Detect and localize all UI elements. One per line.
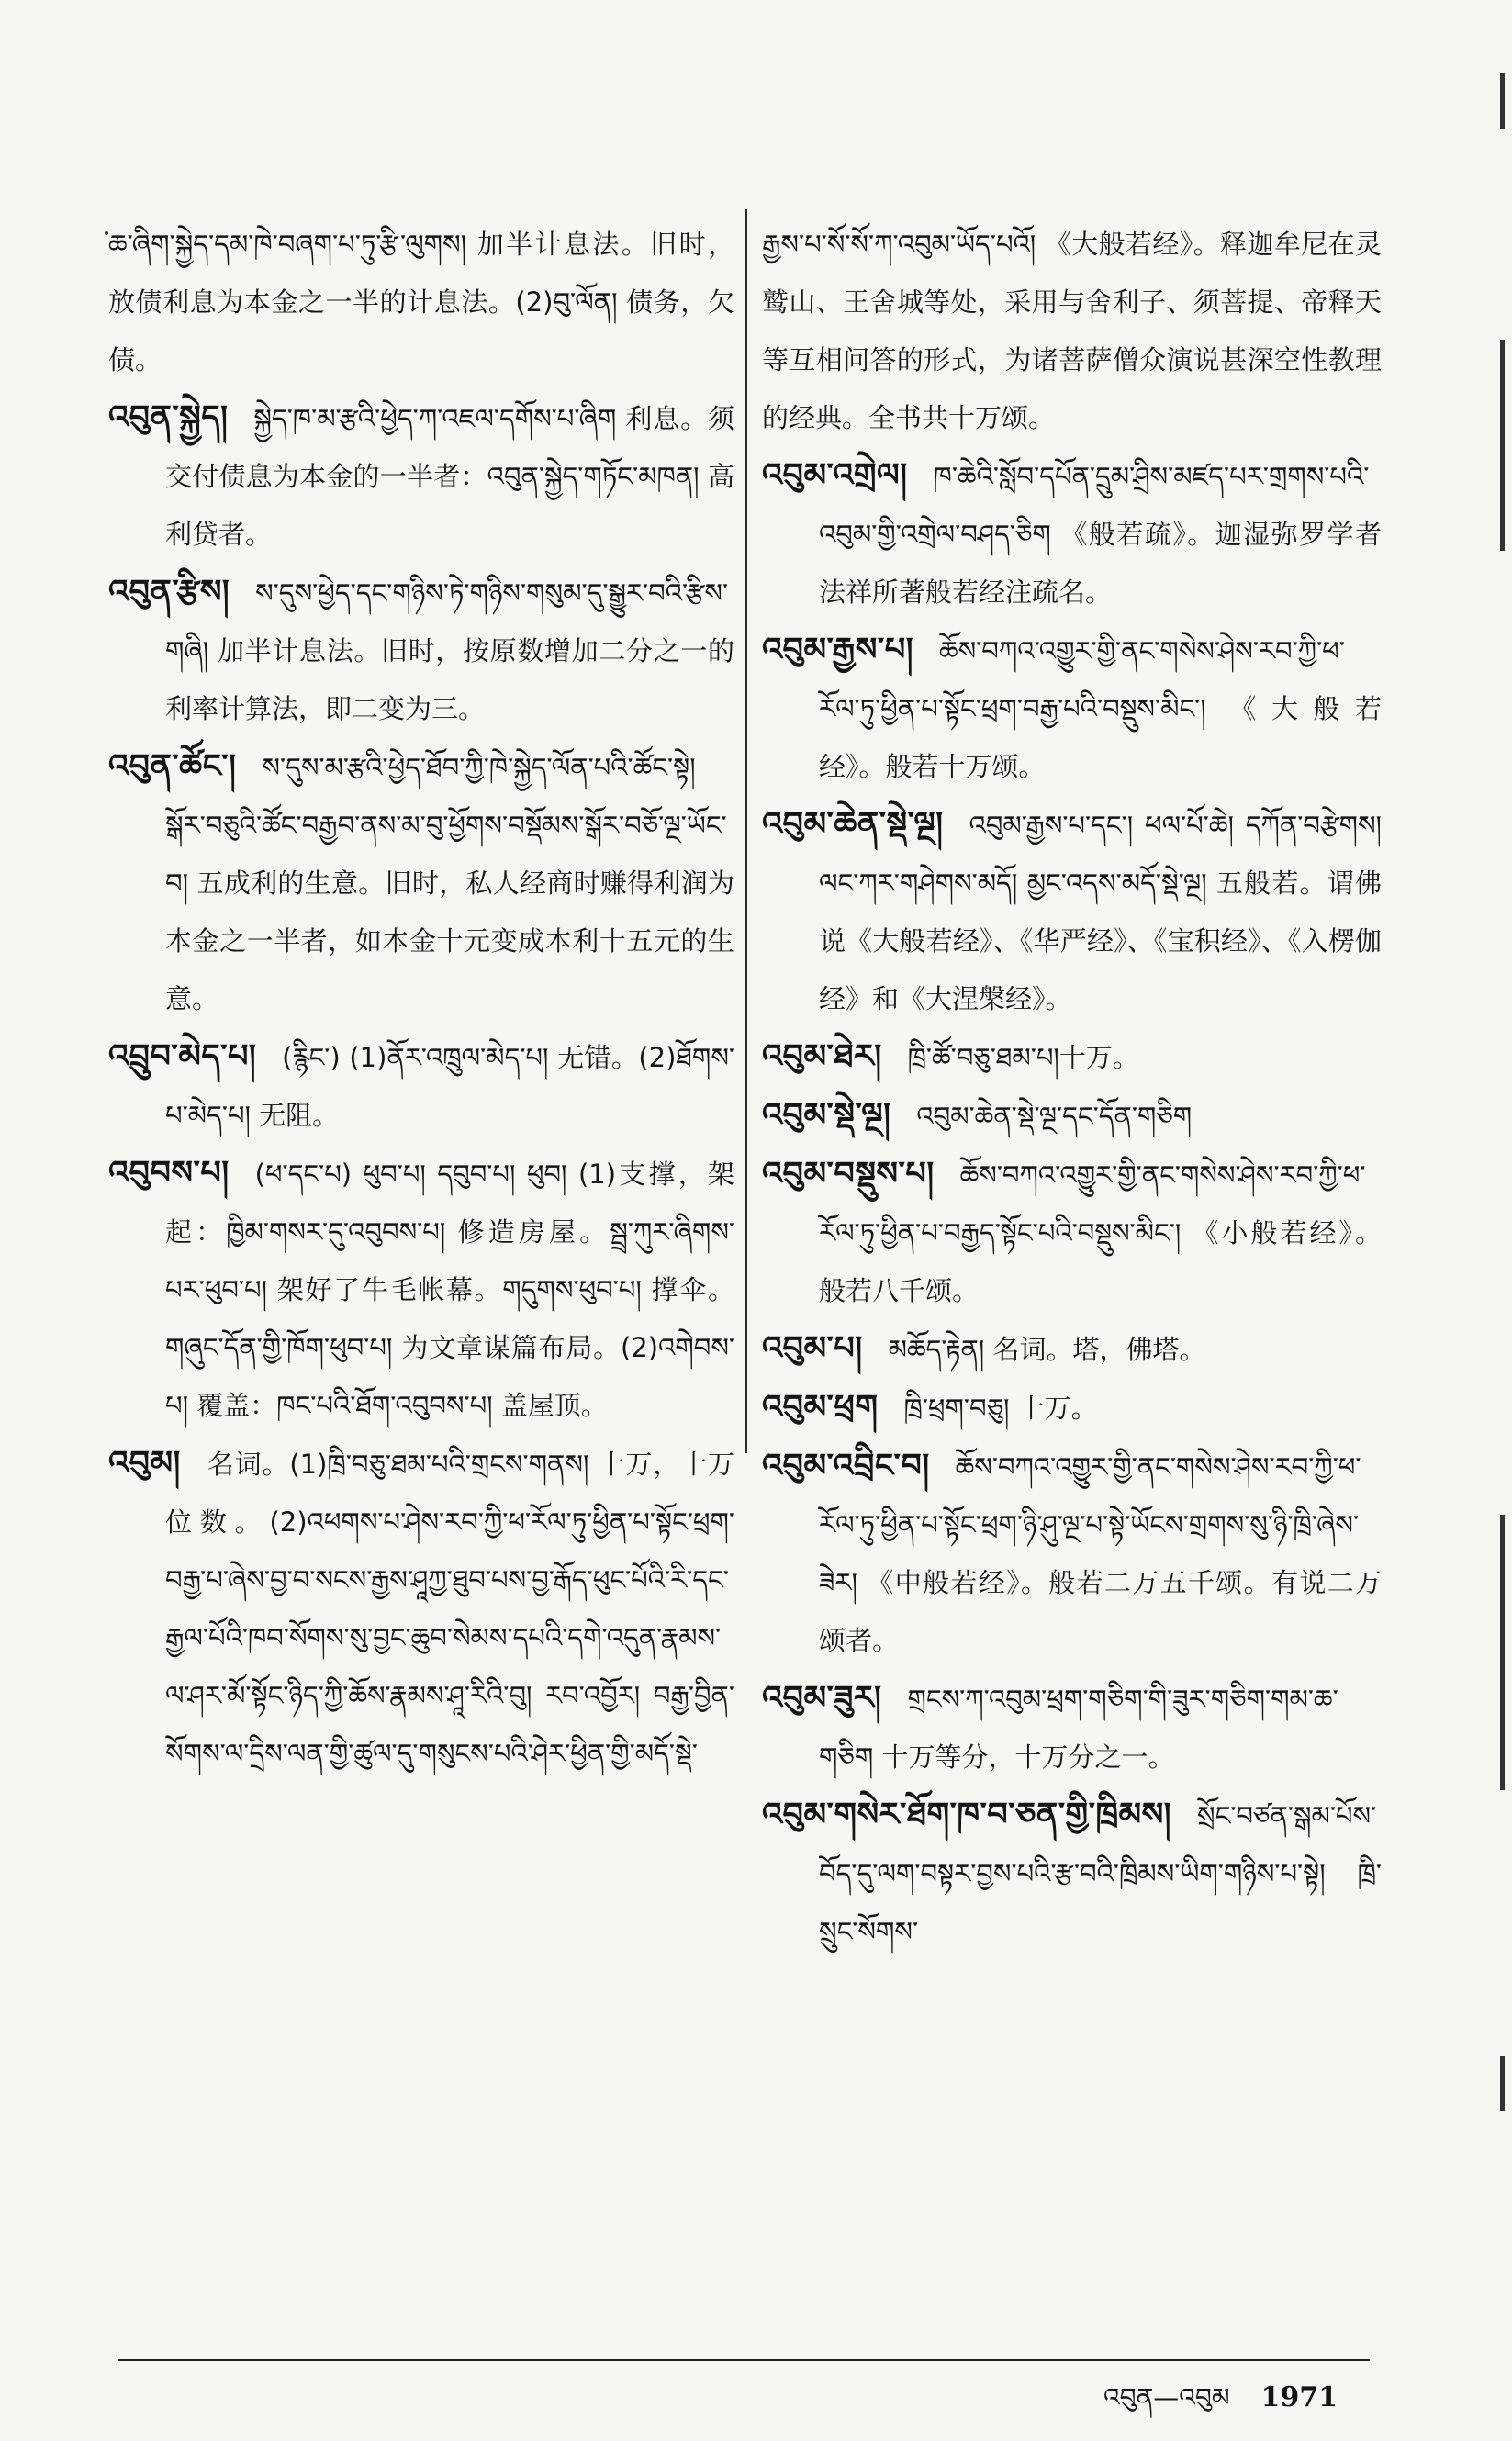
dictionary-entry [108,216,734,389]
entry-headword: འབུམ་གསེར་ཐོག་ཁ་བ་ཅན་གྱི་ཁྲིམས། [762,1797,1172,1833]
right-column [762,216,1382,1947]
entry-headword: འབུམ་པ། [762,1330,863,1367]
entry-definition: ཆོས་བཀའ་འགྱུར་གྱི་ནང་གསེས་ཤེས་རབ་ཀྱི་ཕ་རོལ་ཏུ་ཕྱིན་པ་སྟོང་ཕྲག་ཉི་ཤུ་ལྔ་པ་སྟེ་ཡོངས་གྲགས་སུ་ཉི་ཁྲི་ཞེས་ཟེར། 《中般若经》。般若二万五千颂。有说二万颂者。 [819,1451,1382,1656]
dictionary-entry [762,1786,1382,1961]
entry-headword: འབུབས་པ། [108,1155,230,1192]
entry-definition: སྐྱེད་ཁ་མ་རྩའི་ཕྱེད་ཀ་འཇལ་དགོས་པ་ཞིག 利息。须交付债息为本金的一半者：འབུན་སྐྱེད་གཏོང་མཁན། 高利贷者。 [165,403,734,550]
entry-definition: གྲངས་ཀ་འབུམ་ཕྲག་གཅིག་གི་ཟུར་གཅིག་གམ་ཆ་གཅིག 十万等分，十万分之一。 [819,1684,1338,1773]
running-head [1103,2368,1338,2441]
footer-rule [118,2359,1370,2361]
entry-headword: འབུན་རྩིས། [108,574,230,610]
entry-definition: འབུམ་རྒྱས་པ་དང་། ཕལ་པོ་ཆེ། དཀོན་བརྩེགས། ལང་ཀར་གཤེགས་མདོ། མྱང་འདས་མདོ་སྡེ་ལྔ། 五般若。谓佛说《大般若经》、《华严经》、《宝积经》、《入楞伽经》和《大涅槃经》。 [819,810,1382,1014]
dictionary-entry [762,1438,1382,1670]
dictionary-entry [762,1146,1382,1320]
page-number: 1971 [1260,2381,1338,2413]
entry-definition: (ཕ་དང་པ) ཕུབ་པ། དབུབ་པ། ཕུབ། (1)支撑，架起：ཁྱིམ་གསར་དུ་འབུབས་པ། 修造房屋。སྦྲ་ཀུར་ཞིགས་པར་ཕུབ་པ། 架好了牛毛帐幕。གདུགས་ཕུབ་པ། 撑伞。གཞུང་དོན་གྱི་ཁོག་ཕུབ་པ། 为文章谋篇布局。(2)འགེབས་པ། 覆盖：ཁང་པའི་ཐོག་འབུབས་པ། 盖屋顶。 [165,1159,734,1421]
dictionary-entry [108,389,734,564]
entry-headword: འབུམ་ཆེན་སྡེ་ལྔ། [762,806,944,843]
entry-headword: འབུམ། [108,1445,181,1482]
dictionary-entry [108,564,734,738]
entry-headword: འབུམ་འབྲིང་བ། [762,1448,930,1484]
entry-definition: མཆོད་རྟེན། 名词。塔，佛塔。 [888,1334,1206,1365]
entry-headword: འབུན་ཚོང་། [108,748,237,785]
dictionary-entry [762,1670,1382,1786]
dictionary-entry [108,1435,734,1783]
entry-headword: འབུམ་ཐེར། [762,1038,882,1075]
edge-mark [1500,73,1505,129]
edge-mark [1500,2056,1505,2111]
dictionary-entry [762,1320,1382,1379]
entry-headword: འབུམ་ཟུར། [762,1680,882,1717]
entry-definition: ཁ་ཆེའི་སློབ་དཔོན་དྲུམ་ཤྲིས་མཛད་པར་གྲགས་པའི་འབུམ་གྱི་འགྲེལ་བཤད་ཅིག 《般若疏》。迦湿弥罗学者法祥所著般若经注疏名。 [819,461,1382,608]
entry-definition: རྒྱས་པ་སོ་སོ་ཀ་འབུམ་ཡོད་པའོ། 《大般若经》。释迦牟尼在灵鹫山、王舍城等处，采用与舍利子、须菩提、帝释天等互相问答的形式，为诸菩萨僧众演说甚深空性教理的经典。全书共十万颂。 [762,229,1382,433]
entry-definition: 名词。(1)ཁྲི་བཅུ་ཐམ་པའི་གྲངས་གནས། 十万，十万位数。(2)འཕགས་པ་ཤེས་རབ་ཀྱི་ཕ་རོལ་ཏུ་ཕྱིན་པ་སྟོང་ཕྲག་བརྒྱ་པ་ཞེས་བྱ་བ་སངས་རྒྱས་ཤཱཀྱ་ཐུབ་པས་བྱ་རྒོད་ཕུང་པོའི་རི་དང་རྒྱལ་པོའི་ཁབ་སོགས་སུ་བྱང་ཆུབ་སེམས་དཔའི་དགེ་འདུན་རྣམས་ལ་ཤར་མོ་སྟོང་ཉིད་ཀྱི་ཆོས་རྣམས་ཤཱ་རིའི་བུ། རབ་འབྱོར། བརྒྱ་བྱིན་སོགས་ལ་དྲིས་ལན་གྱི་ཚུལ་དུ་གསུངས་པའི་ཤེར་ཕྱིན་གྱི་མདོ་སྡེ་ [165,1449,734,1769]
entry-definition: ཆོས་བཀའ་འགྱུར་གྱི་ནང་གསེས་ཤེས་རབ་ཀྱི་ཕ་རོལ་ཏུ་ཕྱིན་པ་སྟོང་ཕྲག་བརྒྱ་པའི་བསྡུས་མིང་། 《大般若经》。般若十万颂。 [819,635,1382,782]
entry-definition: འབུམ་ཆེན་སྡེ་ལྔ་དང་དོན་གཅིག [916,1101,1193,1132]
edge-mark [1500,340,1505,551]
dictionary-entry [762,1379,1382,1438]
entry-definition: སྲོང་བཙན་སྒམ་པོས་བོད་དུ་ལག་བསྟར་བྱས་པའི་རྩ་བའི་ཁྲིམས་ཡིག་གཉིས་པ་སྟེ། ཁྲི་སྲུང་སོགས་ [819,1800,1382,1947]
running-head-range: འབུན—འབུམ [1103,2382,1230,2413]
entry-headword: འབུམ་སྡེ་ལྔ། [762,1097,891,1134]
entry-headword: འབུམ་རྒྱས་པ། [762,632,913,668]
entry-definition: ཁྲི་ཚོ་བཅུ་ཐམ་པ།十万。 [907,1042,1139,1073]
dictionary-entry [762,1087,1382,1146]
entry-headword: འབུམ་འགྲེལ། [762,457,908,494]
dictionary-entry [108,1145,734,1435]
entry-definition: (རྙིང་) (1)ནོར་འཁྲུལ་མེད་པ། 无错。(2)ཐོགས་པ་མེད་པ། 无阻。 [165,1042,734,1131]
entry-definition: ས་དུས་མ་རྩའི་ཕྱེད་ཐོབ་ཀྱི་ཁེ་སྐྱེད་ལོན་པའི་ཚོང་སྟེ། སྒོར་བཅུའི་ཚོང་བརྒྱབ་ནས་མ་བུ་ཕྱོགས་བསྡོམས་སྒོར་བཅོ་ལྔ་ཡོང་བ། 五成利的生意。旧时，私人经商时赚得利润为本金之一半者，如本金十元变成本利十五元的生意。 [165,752,734,1014]
dictionary-entry [762,621,1382,796]
entry-definition: ཁྲི་ཕྲག་བཅུ། 十万。 [903,1393,1098,1424]
dictionary-entry [108,738,734,1028]
left-column [108,216,734,1889]
entry-headword: འབུན་སྐྱེད། [108,399,229,436]
dictionary-entry [108,1028,734,1145]
scanner-edge-marks [1486,37,1512,2102]
entry-definition: ཆ་ཞིག་སྐྱེད་དམ་ཁེ་བཞག་པ་ཏུ་རྩི་ལུགས། 加半计息法。旧时，放债利息为本金之一半的计息法。(2)བུ་ལོན། 债务，欠债。 [108,229,734,375]
entry-definition: ས་དུས་ཕྱེད་དང་གཉིས་ཏེ་གཉིས་གསུམ་དུ་སྒྱུར་བའི་རྩིས་གཞི། 加半计息法。旧时，按原数增加二分之一的利率计算法，即二变为三。 [165,577,734,724]
entry-headword: འབུམ་བསྡུས་པ། [762,1156,935,1193]
edge-mark [1500,1515,1505,1790]
dictionary-entry [762,1028,1382,1087]
dictionary-entry [762,216,1382,447]
column-divider [745,209,747,1453]
dictionary-entry [762,796,1382,1028]
entry-headword: འབྲུབ་མེད་པ། [108,1038,257,1075]
entry-definition: ཆོས་བཀའ་འགྱུར་གྱི་ནང་གསེས་ཤེས་རབ་ཀྱི་ཕ་རོལ་ཏུ་ཕྱིན་པ་བརྒྱད་སྟོང་པའི་བསྡུས་མིང་། 《小般若经》。般若八千颂。 [819,1159,1382,1306]
entry-headword: འབུམ་ཕྲག [762,1389,879,1426]
dictionary-entry [762,447,1382,621]
